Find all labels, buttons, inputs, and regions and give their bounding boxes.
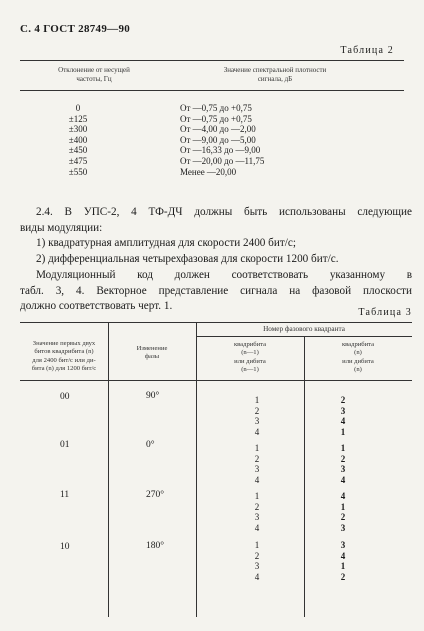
table2-caption: Таблица 2 [340,45,394,56]
table3-bits-code: 10 [60,542,70,552]
quadrant-cell: 2 [340,395,346,405]
table3-head-cur [304,341,412,375]
page-header: С. 4 ГОСТ 28749—90 [20,23,131,35]
table2-cell-value: От —0,75 до +0,75 [180,113,252,124]
quadrant-cell: 2 [340,453,346,464]
quadrant-cell: 1 [340,427,346,438]
table3-bits-code: 01 [60,440,70,450]
table3-bits-code: 11 [60,490,70,500]
table3-head-line: квадрибита [341,341,375,348]
table3-head-phase [108,345,196,362]
table2-cell-value: От —4,00 до —2,00 [180,124,256,135]
table2-head-left-line: Отклонение от несущей [58,66,130,74]
table3-head-line: для 2400 бит/с или ди- [32,356,96,364]
table3-head-line: фазы [144,353,160,361]
list-item: 1) квадратурная амплитудная для скорости 2400 бит/с; [36,237,296,250]
para-line: виды модуляции: [20,221,103,234]
table3-head-line: битов квадрибита (n) [34,348,94,356]
table3-head-line: Значение первых двух [32,340,96,347]
table2-cell-deviation: 0 [75,103,81,113]
table3-col-prev [250,540,264,583]
table3-col-prev [250,491,264,534]
table3-col-prev [250,443,264,486]
table3-phase-change: 180° [146,541,165,551]
quadrant-cell: 1 [340,501,346,512]
quadrant-cell: 4 [254,572,260,583]
table2-cell-value: От —20,00 до —11,75 [180,155,265,166]
table3-head-line: Изменение [136,345,168,352]
table3-head-line: или дибита [234,357,266,365]
quadrant-cell: 3 [254,464,260,475]
list-item: 2) дифференциальная четырехфазовая для скорости 1200 бит/с. [36,253,339,266]
quadrant-cell: 2 [254,453,260,464]
table2-col-value [180,103,264,177]
table3-col-cur [336,540,350,583]
para-line: табл. 3, 4. Векторное представление сигнала на фазовой плоскости [20,284,412,297]
para-line: должно соответствовать черт. 1. [20,300,173,313]
table2-head-rule [20,90,404,91]
quadrant-cell: 1 [254,491,260,501]
quadrant-cell: 2 [254,550,260,561]
table3-head-line: бита (n) для 1200 бит/с [31,365,97,373]
table2-cell-value: От —0,75 до +0,75 [180,103,252,113]
quadrant-cell: 3 [340,523,346,534]
table3-phase-change: 270° [146,490,165,500]
table3-phase-change: 0° [146,440,155,450]
quadrant-cell: 2 [254,405,260,416]
para-line: 2.4. В УПС-2, 4 ТФ-ДЧ должны быть использованы следующие [36,206,412,218]
table3-head-line: квадрибита [233,341,267,348]
quadrant-cell: 3 [254,561,260,572]
table3-bits-code: 00 [60,392,70,402]
table2-cell-value: От —16,33 до —9,00 [180,145,261,156]
table2-cell-deviation: ±450 [68,145,88,156]
quadrant-cell: 4 [340,491,346,501]
para-line: Модуляционный код должен соответствовать указанному в [36,268,412,281]
table2-cell-value: Менее —20,00 [180,166,237,177]
table3-group-rule [196,336,412,337]
table3-vline [304,336,305,617]
quadrant-cell: 2 [254,501,260,512]
quadrant-cell: 3 [340,405,346,416]
table2-head-left-line: частоты, Гц [76,75,112,83]
quadrant-cell: 3 [340,540,346,550]
table2-head-left [28,66,160,84]
table2-cell-deviation: ±550 [68,166,88,177]
table3-head-line: (n) [354,366,362,374]
table2-cell-deviation: ±475 [68,155,88,166]
quadrant-cell: 4 [254,523,260,534]
table3-caption: Таблица 3 [358,307,412,318]
table3-head-line: (n) [354,349,362,357]
quadrant-cell: 4 [340,550,346,561]
table3-head-line: или дибита [342,357,374,365]
quadrant-cell: 1 [340,561,346,572]
table2-col-deviation [68,103,88,177]
table3-head-prev [196,341,304,375]
table2-head-right [170,66,380,84]
table2-head-right-line: сигнала, дБ [257,75,293,83]
quadrant-cell: 4 [340,416,346,427]
table3-col-cur [336,443,350,486]
table2-top-rule [20,60,404,61]
table2-cell-deviation: ±300 [68,124,88,135]
table3-head-rule [20,380,412,381]
table3-col-cur [336,491,350,534]
quadrant-cell: 1 [254,443,260,453]
quadrant-cell: 3 [254,512,260,523]
table3-col-cur [336,395,350,438]
quadrant-cell: 1 [340,443,346,453]
quadrant-cell: 2 [340,572,346,583]
section-2-4 [20,205,412,315]
quadrant-cell: 1 [254,395,260,405]
quadrant-cell: 3 [340,464,346,475]
table3-head-line: (n—1) [241,349,259,357]
table2-head-right-line: Значение спектральной плотности [223,66,327,74]
quadrant-cell: 4 [254,427,260,438]
table3-col-prev [250,395,264,438]
table3-head-bits [20,340,108,374]
table3-phase-change: 90° [146,391,160,401]
quadrant-cell: 2 [340,512,346,523]
table3-head-group: Номер фазового квадранта [263,325,345,333]
quadrant-cell: 4 [254,475,260,486]
table2-cell-value: От —9,00 до —5,00 [180,134,256,145]
table3-top-rule [20,322,412,323]
table3-head-line: (n—1) [241,366,259,374]
table2-cell-deviation: ±125 [68,113,88,124]
quadrant-cell: 4 [340,475,346,486]
quadrant-cell: 1 [254,540,260,550]
table3-vline [108,322,109,617]
quadrant-cell: 3 [254,416,260,427]
table2-cell-deviation: ±400 [68,134,88,145]
